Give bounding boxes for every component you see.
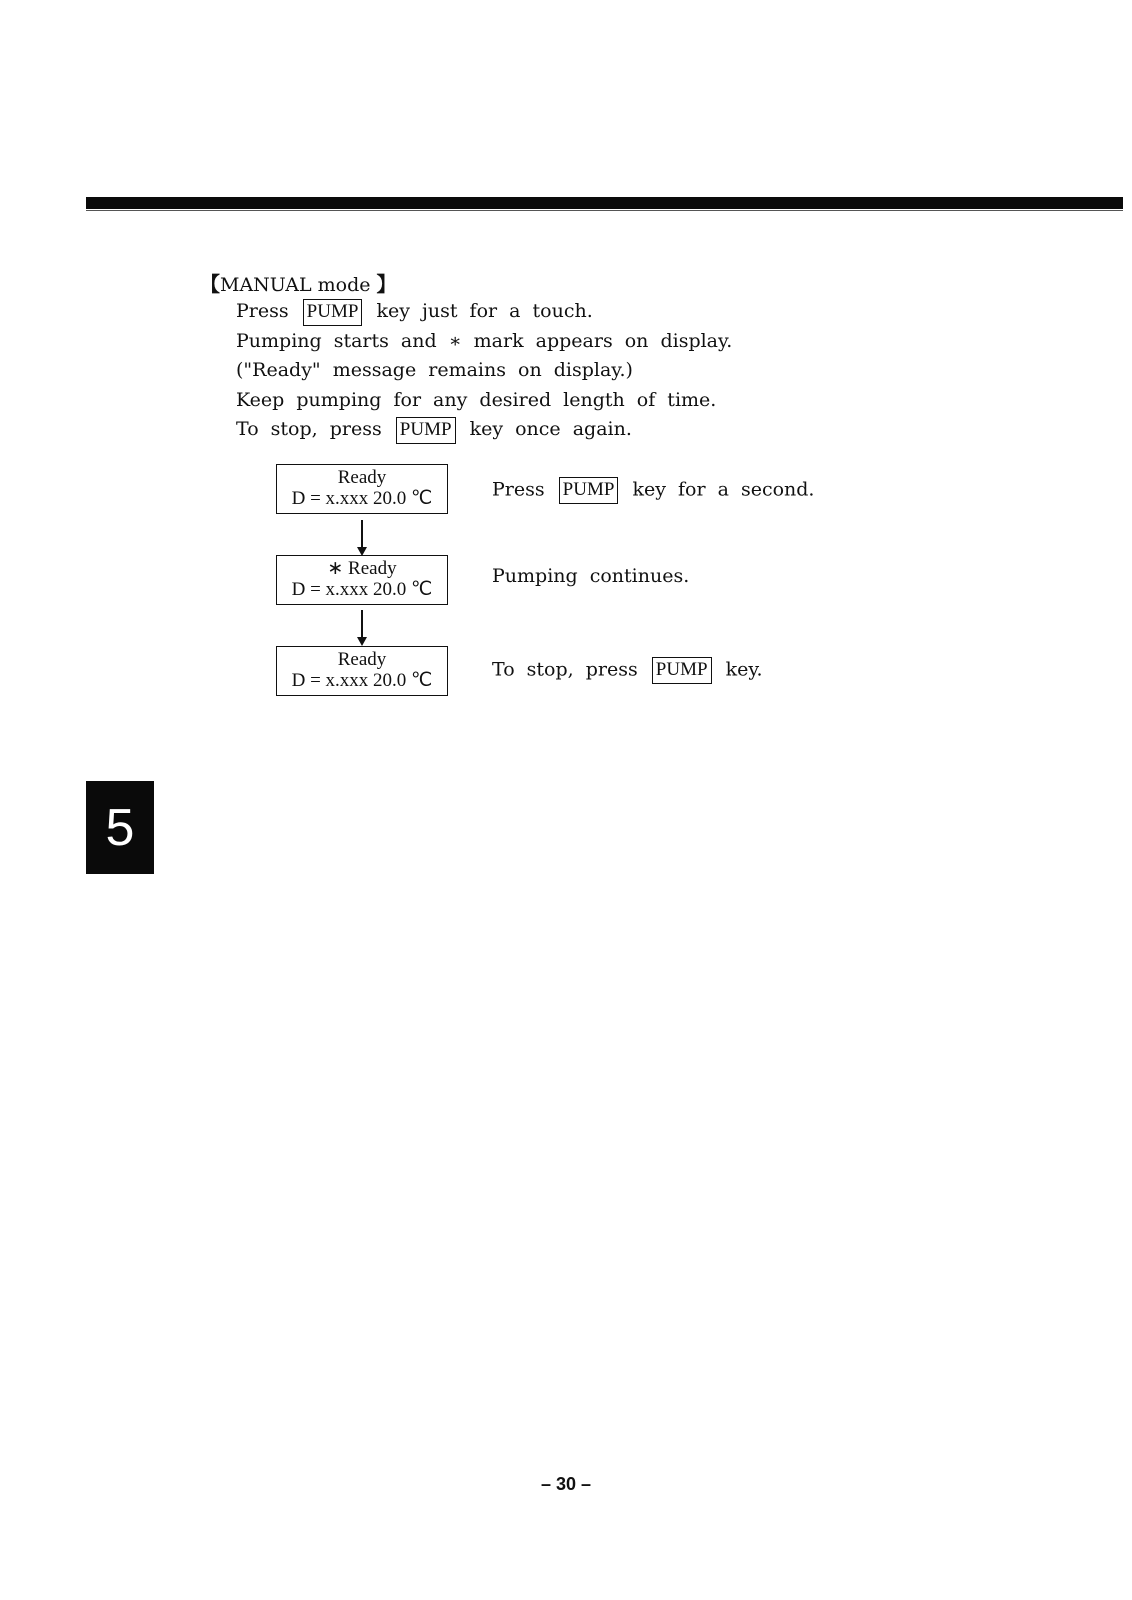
instruction-text: key just for a touch.: [376, 300, 593, 322]
heading-open-bracket: 【: [200, 272, 220, 296]
note-text: key for a second.: [632, 478, 815, 501]
instruction-line-3: ("Ready" message remains on display.): [236, 359, 633, 381]
display-status: ∗ Ready: [327, 558, 397, 579]
instruction-text: Press: [236, 300, 289, 322]
instruction-line-5: [236, 415, 732, 445]
display-box-step-3: [276, 646, 448, 696]
header-rule-underline: [86, 210, 1123, 211]
step-2-note: Pumping continues.: [492, 565, 690, 587]
instruction-line-4: Keep pumping for any desired length of time.: [236, 388, 717, 411]
section-heading: [200, 268, 397, 297]
note-text: To stop, press: [492, 658, 638, 681]
note-text: Press: [492, 478, 545, 501]
instruction-text: key once again.: [469, 418, 632, 440]
page-number: – 30 –: [540, 1474, 592, 1494]
display-status: Ready: [337, 649, 387, 670]
pump-key-label: PUMP: [396, 417, 456, 444]
display-reading: D = x.xxx 20.0 ℃: [291, 488, 433, 509]
display-reading: D = x.xxx 20.0 ℃: [291, 670, 433, 691]
note-text: key.: [725, 658, 763, 681]
down-arrow-icon: [361, 610, 363, 644]
step-3-note: [492, 657, 763, 684]
pump-key-label: PUMP: [303, 299, 363, 326]
display-reading: D = x.xxx 20.0 ℃: [291, 579, 433, 600]
display-status: Ready: [337, 467, 387, 488]
down-arrow-icon: [361, 520, 363, 554]
pump-key-label: PUMP: [652, 657, 712, 684]
instruction-line-1: [236, 297, 732, 327]
display-box-step-2: [276, 555, 448, 605]
instruction-text: To stop, press: [236, 418, 382, 440]
instructions: [236, 297, 732, 445]
instruction-line-2: Pumping starts and ∗ mark appears on display.: [236, 329, 733, 352]
display-box-step-1: [276, 464, 448, 514]
chapter-tab: 5: [86, 781, 154, 874]
step-1-note: [492, 477, 814, 504]
header-rule: [86, 197, 1123, 209]
heading-title: MANUAL mode: [220, 274, 371, 296]
pump-key-label: PUMP: [559, 477, 619, 504]
heading-close-bracket: 】: [376, 272, 397, 296]
